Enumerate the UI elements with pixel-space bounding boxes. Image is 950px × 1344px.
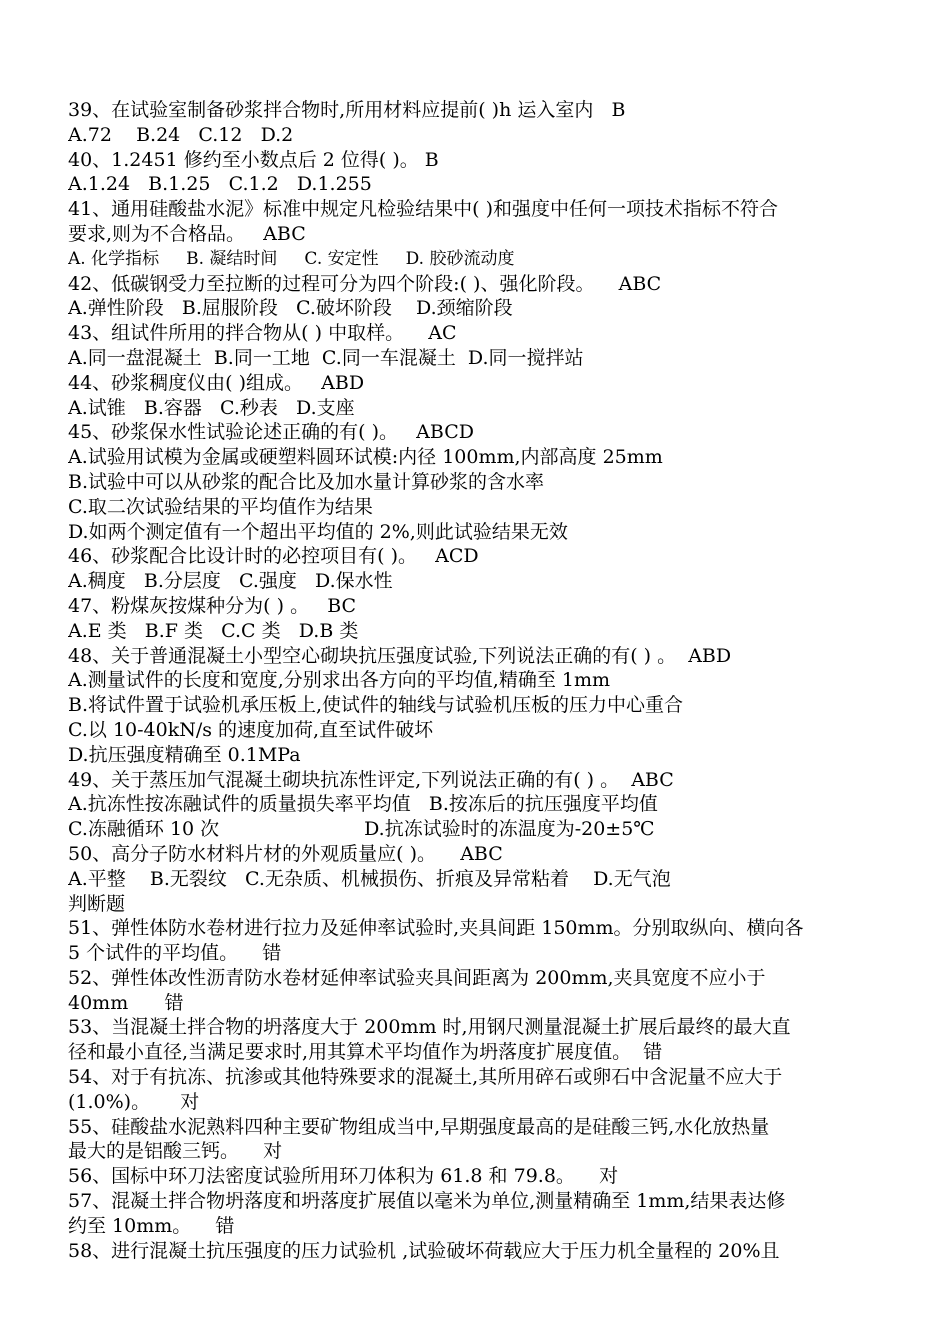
text-line: A.同一盘混凝土 B.同一工地 C.同一车混凝土 D.同一搅拌站	[68, 346, 584, 369]
text-line: 5 个试件的平均值。 错	[68, 942, 282, 965]
text-line: 52、弹性体改性沥青防水卷材延伸率试验夹具间距离为 200mm,夹具宽度不应小于	[68, 966, 766, 989]
text-line: 50、高分子防水材料片材的外观质量应( )。 ABC	[68, 842, 503, 865]
text-line: C.冻融循环 10 次 D.抗冻试验时的冻温度为-20±5℃	[68, 818, 655, 841]
text-line: 53、当混凝土拌合物的坍落度大于 200mm 时,用钢尺测量混凝土扩展后最终的最大直	[68, 1016, 791, 1039]
text-line: B.将试件置于试验机承压板上,使试件的轴线与试验机压板的压力中心重合	[68, 694, 684, 717]
text-line: B.试验中可以从砂浆的配合比及加水量计算砂浆的含水率	[68, 470, 545, 493]
text-line: (1.0%)。 对	[68, 1090, 200, 1113]
text-line: 43、组试件所用的拌合物从( ) 中取样。 AC	[68, 322, 457, 345]
text-line: 47、粉煤灰按煤种分为( ) 。 BC	[68, 594, 357, 617]
text-line: 40、1.2451 修约至小数点后 2 位得( )。 B	[68, 148, 439, 171]
text-line: 判断题	[68, 892, 126, 915]
text-line: C.取二次试验结果的平均值作为结果	[68, 495, 373, 518]
text-line: 46、砂浆配合比设计时的必控项目有( )。 ACD	[68, 545, 479, 568]
document-body	[68, 98, 884, 1263]
text-line: A.72 B.24 C.12 D.2	[68, 123, 294, 146]
text-line: 约至 10mm。 错	[68, 1214, 235, 1237]
text-line: 要求,则为不合格品。 ABC	[68, 222, 306, 245]
text-line: A.稠度 B.分层度 C.强度 D.保水性	[68, 570, 393, 593]
text-line: A.弹性阶段 B.屈服阶段 C.破坏阶段 D.颈缩阶段	[68, 297, 513, 320]
text-line: D.抗压强度精确至 0.1MPa	[68, 743, 301, 766]
text-line: 51、弹性体防水卷材进行拉力及延伸率试验时,夹具间距 150mm。分别取纵向、横向各	[68, 917, 804, 940]
text-line: 57、混凝土拌合物坍落度和坍落度扩展值以毫米为单位,测量精确至 1mm,结果表达修	[68, 1190, 786, 1213]
text-line: 41、通用硅酸盐水泥》标准中规定凡检验结果中( )和强度中任何一项技术指标不符合	[68, 198, 779, 221]
text-line: A.抗冻性按冻融试件的质量损失率平均值 B.按冻后的抗压强度平均值	[68, 793, 658, 816]
text-line: 最大的是铝酸三钙。 对	[68, 1140, 283, 1163]
text-line: D.如两个测定值有一个超出平均值的 2%,则此试验结果无效	[68, 520, 568, 543]
text-line: 44、砂浆稠度仪由( )组成。 ABD	[68, 371, 365, 394]
text-line: A.E 类 B.F 类 C.C 类 D.B 类	[68, 619, 359, 642]
text-line: A. 化学指标 B. 凝结时间 C. 安定性 D. 胶砂流动度	[68, 248, 515, 269]
text-line: 45、砂浆保水性试验论述正确的有( )。 ABCD	[68, 421, 474, 444]
text-line: 54、对于有抗冻、抗渗或其他特殊要求的混凝土,其所用碎石或卵石中含泥量不应大于	[68, 1066, 783, 1089]
text-line: 39、在试验室制备砂浆拌合物时,所用材料应提前( )h 运入室内 B	[68, 99, 626, 121]
text-line: 48、关于普通混凝土小型空心砌块抗压强度试验,下列说法正确的有( ) 。 ABD	[68, 644, 732, 667]
text-line: C.以 10-40kN/s 的速度加荷,直至试件破坏	[68, 718, 434, 741]
text-line: 40mm 错	[68, 991, 184, 1014]
text-line: A.试验用试模为金属或硬塑料圆环试模:内径 100mm,内部高度 25mm	[68, 446, 663, 469]
text-line: 42、低碳钢受力至拉断的过程可分为四个阶段:( )、强化阶段。 ABC	[68, 272, 662, 295]
text-line: 58、进行混凝土抗压强度的压力试验机 ,试验破坏荷载应大于压力机全量程的 20%且	[68, 1239, 780, 1262]
text-line: 49、关于蒸压加气混凝土砌块抗冻性评定,下列说法正确的有( ) 。 ABC	[68, 768, 674, 791]
text-line: A.测量试件的长度和宽度,分别求出各方向的平均值,精确至 1mm	[68, 669, 611, 692]
text-line: A.试锥 B.容器 C.秒表 D.支座	[68, 396, 355, 419]
text-line: 径和最小直径,当满足要求时,用其算术平均值作为坍落度扩展度值。 错	[68, 1041, 663, 1064]
text-line: A.1.24 B.1.25 C.1.2 D.1.255	[68, 173, 372, 196]
text-line: 55、硅酸盐水泥熟料四种主要矿物组成当中,早期强度最高的是硅酸三钙,水化放热量	[68, 1115, 770, 1138]
text-line: A.平整 B.无裂纹 C.无杂质、机械损伤、折痕及异常粘着 D.无气泡	[68, 867, 671, 890]
text-line: 56、国标中环刀法密度试验所用环刀体积为 61.8 和 79.8。 对	[68, 1165, 619, 1188]
